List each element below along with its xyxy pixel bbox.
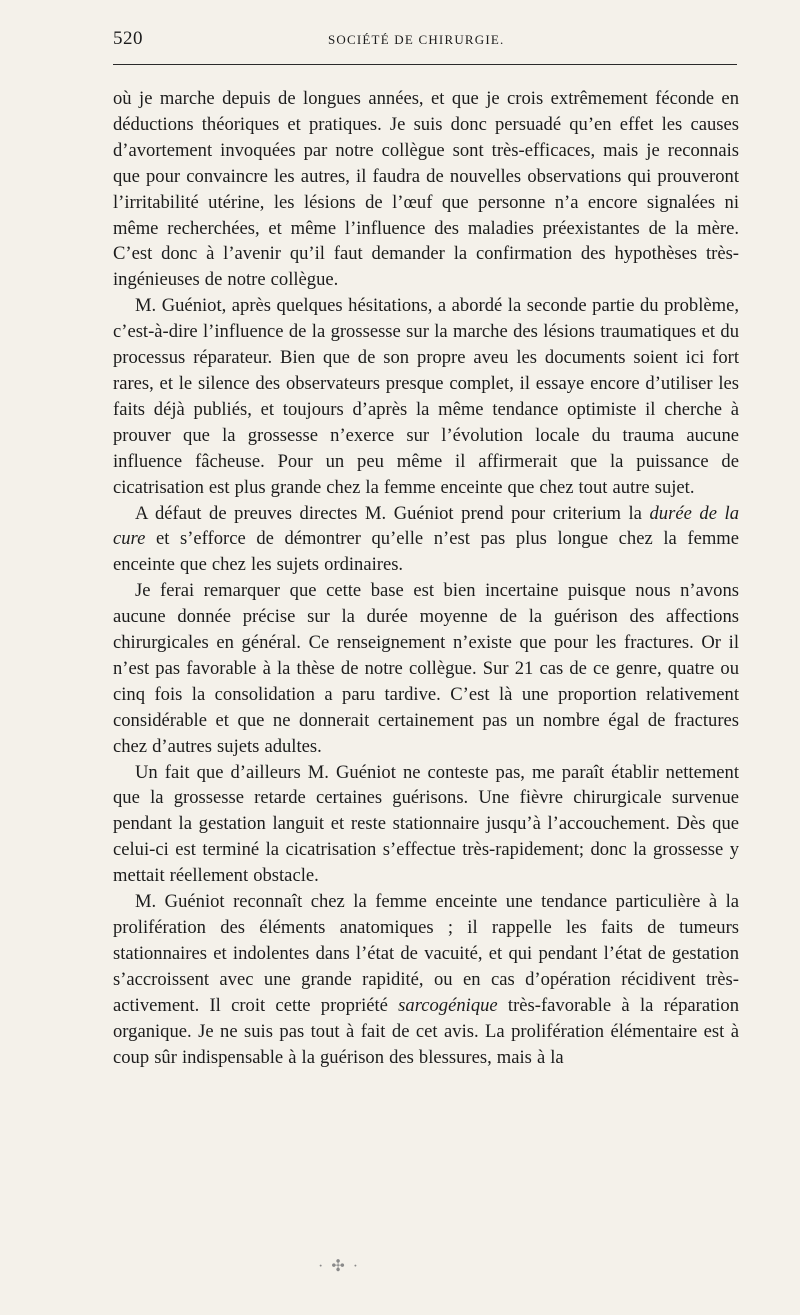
page-number: 520 xyxy=(113,28,143,49)
paragraph-1-text: où je marche depuis de longues années, et que je crois extrêmement féconde en déductions théoriques et pratiques. Je suis donc persuadé qu’en effet les causes d’avortement invoquées par notre collègue sont très-efficaces, mais je reconnais que pour convaincre les autres, il faudra de nouvelles observations qui prouveront l’irritabilité utérine, les lésions de l’œuf que personne n’a encore signalées ni même recherchées, et même l’influence des maladies préexistantes de la mère. C’est donc à l’avenir qu’il faut demander la confirmation des hypothèses très-ingénieuses de notre collègue. xyxy=(113,88,739,291)
running-head xyxy=(113,28,753,52)
paragraph-3-italic-term: durée de la cure xyxy=(113,502,739,550)
paragraph-2 xyxy=(113,293,739,500)
paragraph-3-text-b: et s’efforce de démontrer qu’elle n’est pas plus longue chez la femme enceinte que chez les sujets ordinaires. xyxy=(113,528,739,576)
body-text xyxy=(113,86,739,1070)
paragraph-6-text-a: M. Guéniot reconnaît chez la femme enceinte une tendance particulière à la prolifération des éléments anatomiques ; il rappelle les faits de tumeurs stationnaires et indolentes dans l’état de vacuité, et qui pendant l’état de gestation s’accroissent avec une grande rapidité, ou en cas d’opération récidivent très-activement. Il croit cette propriété xyxy=(113,891,739,1016)
paragraph-3 xyxy=(113,501,739,579)
paragraph-1 xyxy=(113,86,739,293)
paragraph-4 xyxy=(113,578,739,759)
paragraph-5-text: Un fait que d’ailleurs M. Guéniot ne conteste pas, me paraît établir nettement que la grossesse retarde certaines guérisons. Une fièvre chirurgicale survenue pendant la gestation languit et reste stationnaire jusqu’à l’accouchement. Dès que celui-ci est terminé la cicatrisation s’effectue très-rapidement; donc la grossesse y mettait réellement obstacle. xyxy=(113,761,739,887)
paragraph-6 xyxy=(113,889,739,1070)
header-rule xyxy=(113,64,737,65)
ornament-mark: · ✣ · xyxy=(318,1258,361,1275)
paragraph-6-text-b: très-favorable à la réparation organique. Je ne suis pas tout à fait de cet avis. La prolifération élémentaire est à coup sûr indispensable à la guérison des blessures, mais à la xyxy=(113,994,739,1068)
paragraph-2-text: M. Guéniot, après quelques hésitations, a abordé la seconde partie du problème, c’est-à-dire l’influence de la grossesse sur la marche des lésions traumatiques et du processus réparateur. Bien que de son propre aveu les documents soient ici fort rares, et le silence des observateurs presque complet, il essaye encore d’utiliser les faits déjà publiés, et toujours d’après la même tendance optimiste il cherche à prouver que la grossesse n’exerce sur l’évolution locale du trauma aucune influence fâcheuse. Pour un peu même il affirmerait que la puissance de cicatrisation est plus grande chez la femme enceinte que chez tout autre sujet. xyxy=(113,295,739,498)
paragraph-5 xyxy=(113,760,739,890)
paragraph-6-italic-term: sarcogénique xyxy=(398,994,498,1016)
paragraph-3-text-a: A défaut de preuves directes M. Guéniot prend pour criterium la xyxy=(135,502,650,524)
paragraph-4-text: Je ferai remarquer que cette base est bien incertaine puisque nous n’avons aucune donnée précise sur la durée moyenne de la guérison des affections chirurgicales en général. Ce renseignement n’existe que pour les fractures. Or il n’est pas favorable à la thèse de notre collègue. Sur 21 cas de ce genre, quatre ou cinq fois la consolidation a paru tardive. C’est là une proportion relativement considérable et que ne donnerait certainement pas un nombre égal de fractures chez d’autres sujets adultes. xyxy=(113,580,739,757)
journal-title: SOCIÉTÉ DE CHIRURGIE. xyxy=(328,32,505,47)
